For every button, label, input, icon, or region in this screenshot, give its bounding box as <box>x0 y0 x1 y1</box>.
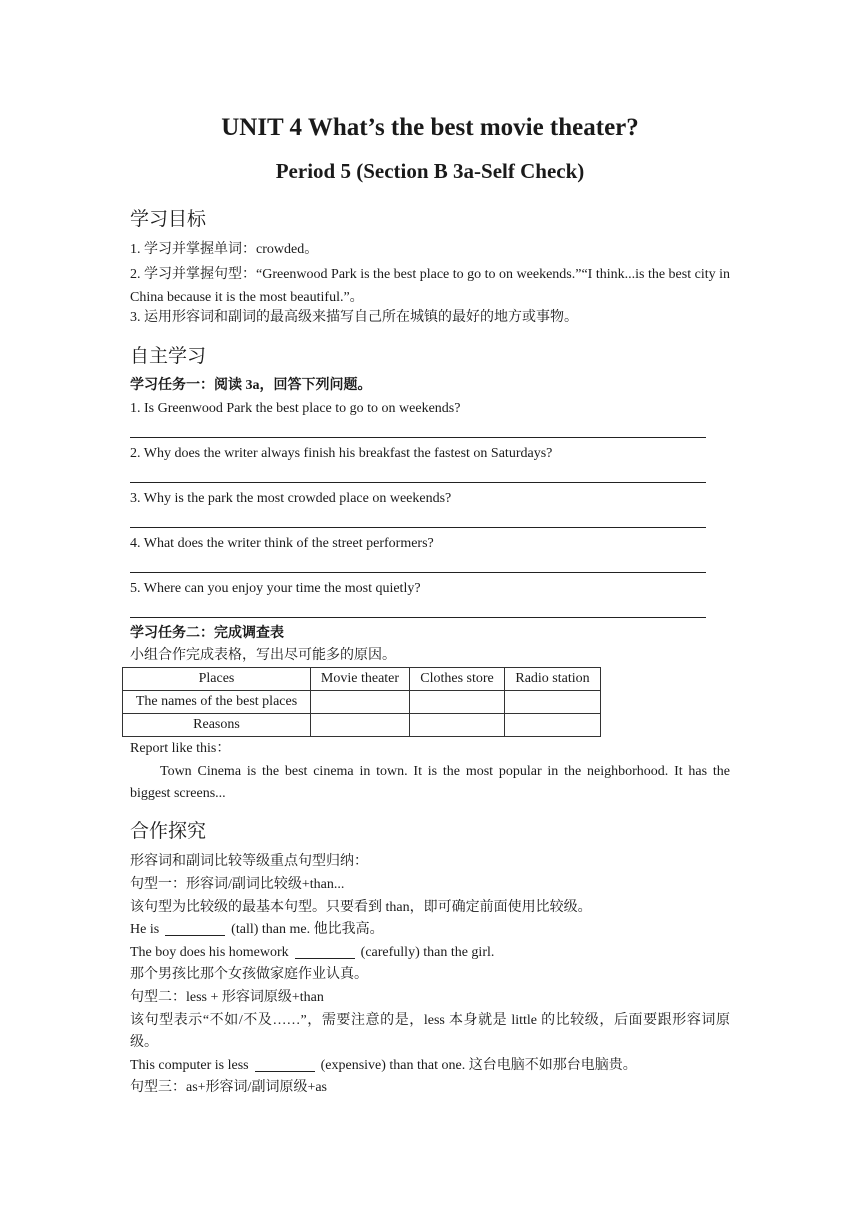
survey-table <box>122 667 601 737</box>
table-input-cell[interactable] <box>505 691 601 714</box>
answer-line[interactable] <box>130 617 706 618</box>
table-row <box>123 714 601 737</box>
pattern-1: 句型一：形容词/副词比较级+than... <box>130 877 345 892</box>
table-header-cell: Clothes store <box>410 668 505 691</box>
question-item: 5. Where can you enjoy your time the most quietly? <box>130 581 421 596</box>
section-heading-cooperation: 合作探究 <box>130 820 207 842</box>
table-input-cell[interactable] <box>311 714 410 737</box>
table-input-cell[interactable] <box>311 691 410 714</box>
table-input-cell[interactable] <box>410 691 505 714</box>
page-title: UNIT 4 What’s the best movie theater? <box>221 114 639 141</box>
table-input-cell[interactable] <box>410 714 505 737</box>
example-text: (expensive) than that one. 这台电脑不如那台电脑贵。 <box>320 1058 637 1073</box>
question-item: 4. What does the writer think of the street performers? <box>130 536 434 551</box>
fill-blank[interactable] <box>165 921 225 936</box>
table-header-cell: Places <box>123 668 311 691</box>
question-item: 1. Is Greenwood Park the best place to go to on weekends? <box>130 401 461 416</box>
question-item: 2. Why does the writer always finish his breakfast the fastest on Saturdays? <box>130 446 553 461</box>
task1-label: 学习任务一：阅读 3a，回答下列问题。 <box>130 378 372 393</box>
report-text: Town Cinema is the best cinema in town. It is the most popular in the neighborhood. It has the biggest screens... <box>130 764 730 801</box>
table-cell: The names of the best places <box>123 691 311 714</box>
table-cell: Reasons <box>123 714 311 737</box>
question-item: 3. Why is the park the most crowded place on weekends? <box>130 491 452 506</box>
pattern-2-note: 该句型表示“不如/不及……”，需要注意的是，less 本身就是 little 的比较级，后面要跟形容词原级。 <box>130 1013 730 1050</box>
goal-item: 1. 学习并掌握单词：crowded。 <box>130 242 319 257</box>
table-row <box>123 691 601 714</box>
example-sentence-2 <box>130 943 494 963</box>
table-input-cell[interactable] <box>505 714 601 737</box>
pattern-2: 句型二：less + 形容词原级+than <box>130 990 324 1005</box>
goal-item: 2. 学习并掌握句型：“Greenwood Park is the best place to go to on weekends.”“I think...is the best city in China because it is the most beautiful.”。 <box>130 267 730 305</box>
table-header-cell: Radio station <box>505 668 601 691</box>
page-subtitle: Period 5 (Section B 3a-Self Check) <box>275 159 585 183</box>
example-text: He is <box>130 922 160 937</box>
pattern-3: 句型三：as+形容词/副词原级+as <box>130 1080 328 1095</box>
task2-label: 学习任务二：完成调查表 <box>130 626 284 641</box>
task2-instruction: 小组合作完成表格，写出尽可能多的原因。 <box>130 648 396 663</box>
answer-line[interactable] <box>130 572 706 573</box>
table-header-cell: Movie theater <box>311 668 410 691</box>
section-heading-goals: 学习目标 <box>130 208 207 230</box>
example-text: The boy does his homework <box>130 945 289 960</box>
answer-line[interactable] <box>130 482 706 483</box>
example-sentence-3 <box>130 1056 637 1076</box>
section-heading-self-study: 自主学习 <box>130 345 207 367</box>
example-sentence-1 <box>130 920 384 940</box>
pattern-1-note: 该句型为比较级的最基本句型。只要看到 than，即可确定前面使用比较级。 <box>130 900 592 915</box>
grammar-intro: 形容词和副词比较等级重点句型归纳： <box>130 854 368 869</box>
fill-blank[interactable] <box>255 1057 315 1072</box>
goal-item: 3. 运用形容词和副词的最高级来描写自己所在城镇的最好的地方或事物。 <box>130 310 578 325</box>
example-text: (tall) than me. 他比我高。 <box>231 922 384 937</box>
fill-blank[interactable] <box>295 944 355 959</box>
report-label: Report like this： <box>130 741 231 756</box>
example-translation: 那个男孩比那个女孩做家庭作业认真。 <box>130 967 368 982</box>
answer-line[interactable] <box>130 527 706 528</box>
answer-line[interactable] <box>130 437 706 438</box>
example-text: (carefully) than the girl. <box>360 945 495 960</box>
example-text: This computer is less <box>130 1058 249 1073</box>
table-header-row <box>123 668 601 691</box>
